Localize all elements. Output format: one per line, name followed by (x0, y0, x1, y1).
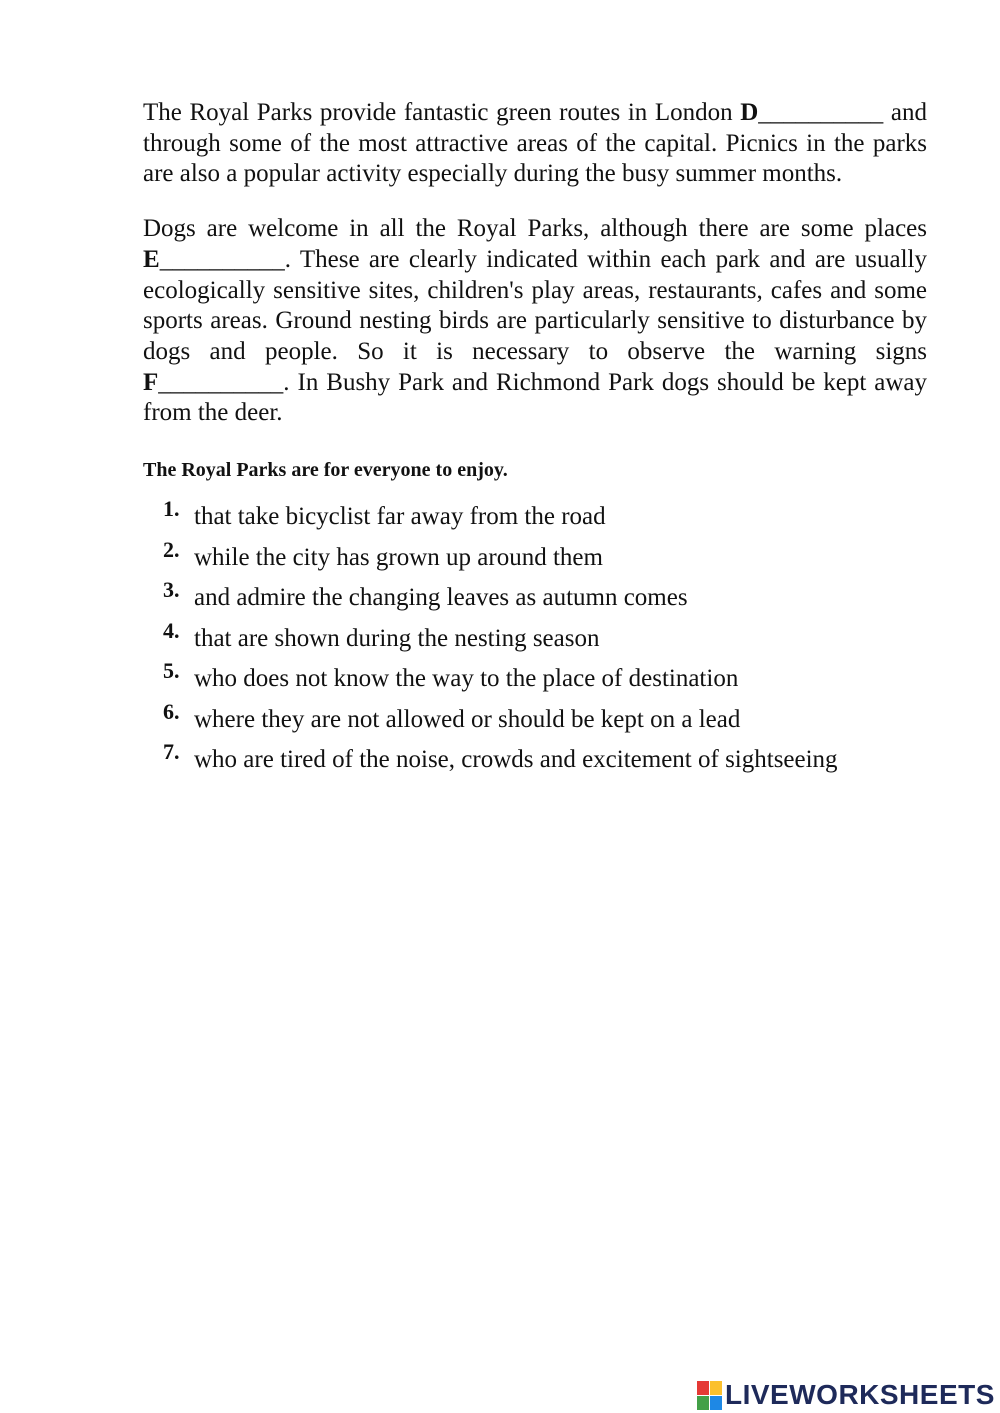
option-number: 1. (163, 496, 180, 522)
option-number: 6. (163, 698, 180, 724)
gap-f-letter: F (143, 368, 159, 396)
liveworksheets-logo (697, 1378, 995, 1412)
gap-e-letter: E (143, 245, 160, 273)
option-item (143, 700, 927, 741)
worksheet-page (143, 98, 927, 781)
option-item (143, 740, 927, 781)
logo-square-yellow (710, 1381, 722, 1395)
paragraph-2-text-middle: __________. These are clearly indicated within each park and are usually ecologically sensitive sites, children's play areas, restaurants, cafes and some sports areas. Ground nesting birds are particularly sensitive to disturbance by dogs and people. So it is necessary to observe the warning signs (143, 245, 927, 365)
paragraph-1 (143, 98, 927, 190)
liveworksheets-logo-text: LIVEWORKSHEETS (725, 1379, 995, 1410)
option-text: who are tired of the noise, crowds and excitement of sightseeing (194, 746, 838, 774)
option-text: that are shown during the nesting season (194, 624, 600, 652)
option-number: 7. (163, 739, 180, 765)
paragraph-2-text-end: __________. In Bushy Park and Richmond Park dogs should be kept away from the deer. (143, 368, 927, 427)
paragraph-2 (143, 214, 927, 429)
option-text: who does not know the way to the place of destination (194, 665, 739, 693)
gap-d-letter: D (740, 99, 759, 126)
paragraph-1-text-end: __________ and through some of the most attractive areas of the capital. Picnics in the parks are also a popular activity especially during the busy summer months. (143, 99, 927, 188)
liveworksheets-logo-icon (697, 1381, 722, 1410)
logo-square-green (697, 1396, 709, 1410)
option-text: that take bicyclist far away from the road (194, 503, 606, 531)
logo-square-blue (710, 1396, 722, 1410)
option-item (143, 659, 927, 700)
logo-square-red (697, 1381, 709, 1395)
option-number: 5. (163, 658, 180, 684)
option-text: while the city has grown up around them (194, 543, 603, 571)
paragraph-2-text-start: Dogs are welcome in all the Royal Parks, although there are some places (143, 215, 927, 243)
option-text: where they are not allowed or should be kept on a lead (194, 705, 741, 733)
option-text: and admire the changing leaves as autumn comes (194, 584, 688, 612)
options-list (143, 497, 927, 781)
option-item (143, 578, 927, 619)
option-item (143, 619, 927, 660)
paragraph-1-text-start: The Royal Parks provide fantastic green routes in London (143, 99, 741, 126)
option-number: 3. (163, 577, 180, 603)
option-number: 2. (163, 536, 180, 562)
closing-sentence: The Royal Parks are for everyone to enjoy. (143, 459, 508, 482)
option-item (143, 497, 927, 538)
option-number: 4. (163, 617, 180, 643)
option-item (143, 538, 927, 579)
